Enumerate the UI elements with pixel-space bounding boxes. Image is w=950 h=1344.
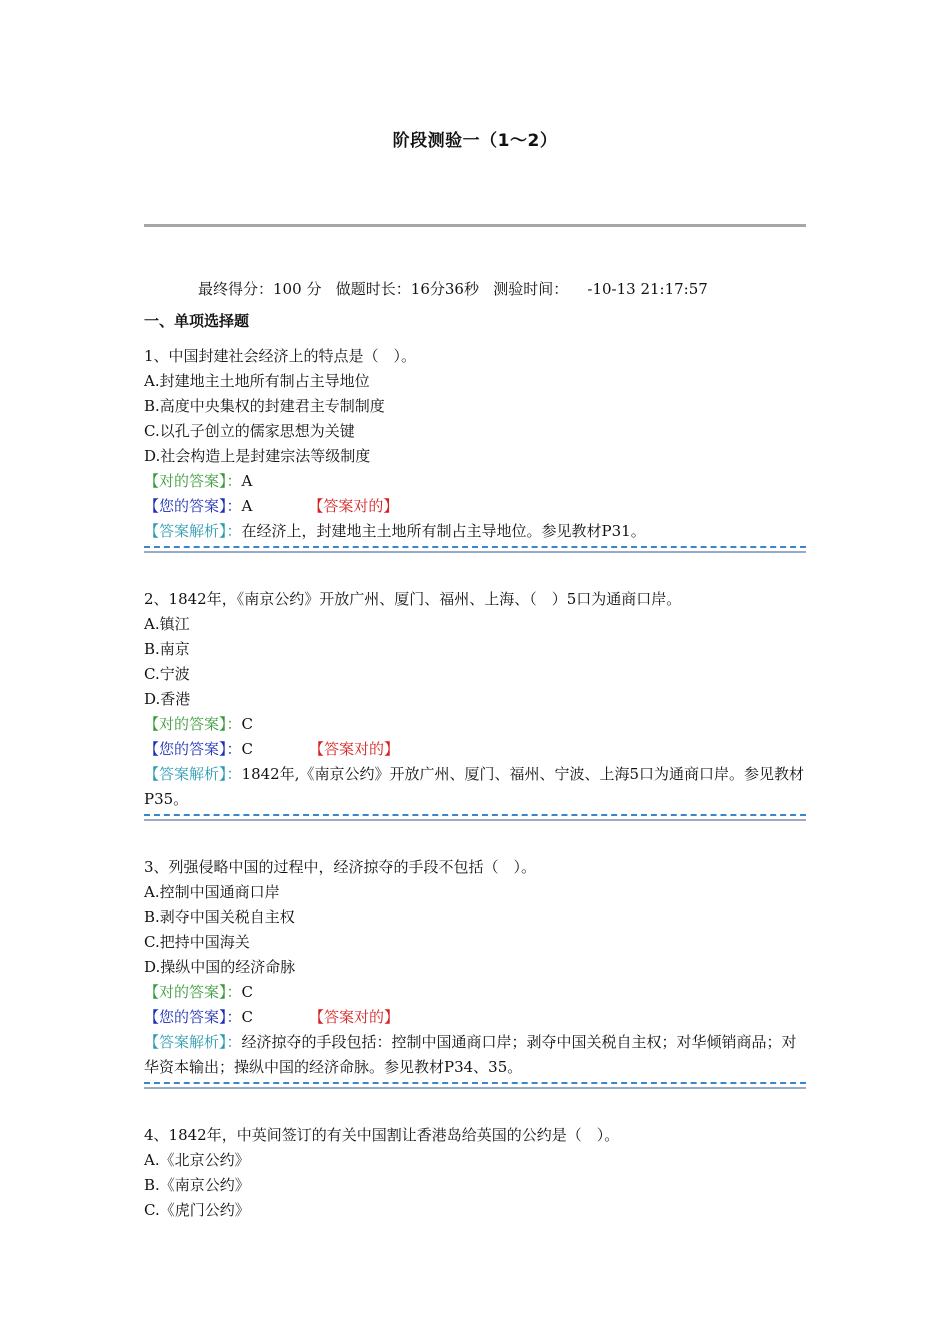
score-label: 最终得分： [198,280,274,298]
section-heading: 一、单项选择题 [144,312,250,330]
question-2 [144,587,806,821]
question-stem: 4、1842年，中英间签订的有关中国割让香港岛给英国的公约是（ ）。 [144,1126,620,1144]
title-divider [144,224,806,227]
question-list [144,344,806,1257]
question-stem: 3、列强侵略中国的过程中，经济掠夺的手段不包括（ ）。 [144,858,537,876]
option-a: A.控制中国通商口岸 [144,883,280,901]
option-d: D.社会构造上是封建宗法等级制度 [144,447,371,465]
question-divider [144,814,806,816]
correct-answer-row: 【对的答案】：A [144,472,253,490]
your-answer-value: C [241,740,254,758]
analysis-row: 【答案解析】：1842年,《南京公约》开放广州、厦门、福州、宁波、上海5口为通商口岸。参见教材P35。 [144,765,805,808]
your-answer-row: 【您的答案】：C 【答案对的】 [144,1008,400,1026]
duration-value: 16分36秒 [410,280,479,298]
your-answer-row: 【您的答案】：A 【答案对的】 [144,497,399,515]
verdict-badge: 【答案对的】 [308,497,399,515]
analysis-text: 经济掠夺的手段包括：控制中国通商口岸；剥夺中国关税自主权；对华倾销商品；对华资本输出；操纵中国的经济命脉。参见教材P34、35。 [144,1033,797,1076]
correct-answer-value: C [241,715,254,733]
question-4 [144,1123,806,1223]
question-divider-line [144,1087,806,1089]
option-a: A.《北京公约》 [144,1151,250,1169]
your-answer-label: 【您的答案】 [144,740,227,758]
correct-answer-label: 【对的答案】 [144,472,227,490]
your-answer-row: 【您的答案】：C 【答案对的】 [144,740,400,758]
question-divider-line [144,551,806,553]
your-answer-label: 【您的答案】 [144,1008,227,1026]
option-d: D.香港 [144,690,191,708]
your-answer-value: C [241,1008,254,1026]
time-value: -10-13 21:17:57 [587,280,708,298]
question-divider [144,1082,806,1084]
correct-answer-label: 【对的答案】 [144,715,227,733]
option-a: A.镇江 [144,615,190,633]
option-b: B.剥夺中国关税自主权 [144,908,295,926]
correct-answer-label: 【对的答案】 [144,983,227,1001]
question-1 [144,344,806,553]
analysis-text: 1842年,《南京公约》开放广州、厦门、福州、宁波、上海5口为通商口岸。参见教材P35。 [144,765,805,808]
your-answer-value: A [241,497,253,515]
analysis-label: 【答案解析】 [144,765,227,783]
option-c: C.《虎门公约》 [144,1201,250,1219]
analysis-label: 【答案解析】 [144,1033,227,1051]
option-c: C.宁波 [144,665,190,683]
correct-answer-row: 【对的答案】：C [144,715,254,733]
question-divider-line [144,819,806,821]
score-unit: 分 [306,280,322,298]
question-stem: 2、1842年，《南京公约》开放广州、厦门、福州、上海、（ ）5口为通商口岸。 [144,590,682,608]
correct-answer-row: 【对的答案】：C [144,983,254,1001]
page-title: 阶段测验一（1～2） [392,131,558,151]
option-a: A.封建地主土地所有制占主导地位 [144,372,370,390]
analysis-text: 在经济上，封建地主土地所有制占主导地位。参见教材P31。 [241,522,646,540]
question-divider [144,546,806,548]
verdict-badge: 【答案对的】 [309,740,400,758]
option-b: B.南京 [144,640,190,658]
analysis-row: 【答案解析】：在经济上，封建地主土地所有制占主导地位。参见教材P31。 [144,522,646,540]
correct-answer-value: A [241,472,253,490]
analysis-label: 【答案解析】 [144,522,227,540]
analysis-row: 【答案解析】：经济掠夺的手段包括：控制中国通商口岸；剥夺中国关税自主权；对华倾销商品；对华资本输出；操纵中国的经济命脉。参见教材P34、35。 [144,1033,797,1076]
duration-label: 做题时长： [335,280,411,298]
option-b: B.高度中央集权的封建君主专制制度 [144,397,385,415]
time-label: 测验时间： [493,280,569,298]
correct-answer-value: C [241,983,254,1001]
verdict-badge: 【答案对的】 [309,1008,400,1026]
question-3 [144,855,806,1089]
score-value: 100 [273,280,302,298]
option-c: C.把持中国海关 [144,933,250,951]
your-answer-label: 【您的答案】 [144,497,227,515]
question-stem: 1、中国封建社会经济上的特点是（ ）。 [144,347,417,365]
option-b: B.《南京公约》 [144,1176,250,1194]
result-summary [198,278,708,299]
option-c: C.以孔子创立的儒家思想为关键 [144,422,355,440]
option-d: D.操纵中国的经济命脉 [144,958,296,976]
